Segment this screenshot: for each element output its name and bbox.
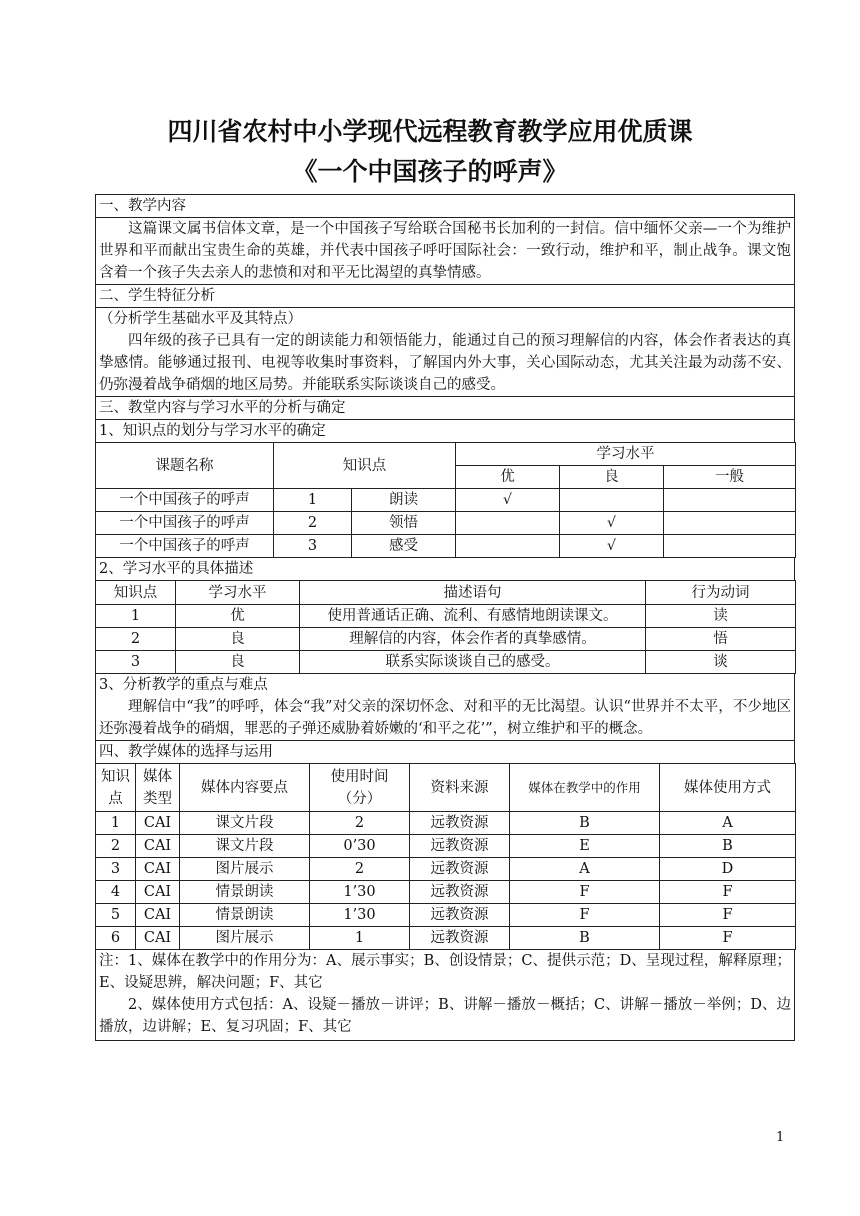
- header-level: 学习水平: [456, 443, 796, 466]
- cell-check-fair: [664, 535, 796, 558]
- subsection-heading: 1、知识点的划分与学习水平的确定: [96, 420, 795, 443]
- cell-desc: 理解信的内容，体会作者的真挚感情。: [300, 628, 646, 651]
- header-content: 媒体内容要点: [180, 764, 310, 812]
- cell-point: 5: [96, 904, 136, 927]
- cell-point: 1: [96, 605, 176, 628]
- cell-source: 远教资源: [410, 858, 510, 881]
- section-text: 理解信中“我”的呼呼，体会“我”对父亲的深切怀念、对和平的无比渴望。认识“世界并不太平，不少地区还弥漫着战争的硝烟，罪恶的子弹还威胁着娇嫩的‘和平之花’”，树立维护和平的概念。: [99, 699, 791, 737]
- cell-topic: 一个中国孩子的呼声: [96, 535, 274, 558]
- header-point: 知识点: [96, 581, 176, 605]
- cell-source: 远教资源: [410, 881, 510, 904]
- cell-point: 4: [96, 881, 136, 904]
- media-role-note: 注：1、媒体在教学中的作用分为：A、展示事实；B、创设情景；C、提供示范；D、呈现过程，解释原理；E、设疑思辨，解决问题；F、其它: [99, 953, 791, 991]
- cell-mode: B: [660, 835, 796, 858]
- section-heading: 三、教堂内容与学习水平的分析与确定: [96, 397, 795, 420]
- table-row: [96, 605, 796, 628]
- cell-type: CAI: [136, 881, 180, 904]
- table-row: [96, 904, 796, 927]
- page-number: 1: [776, 1130, 785, 1145]
- cell-point: 6: [96, 927, 136, 950]
- cell-check-good: √: [560, 535, 664, 558]
- cell-role: A: [510, 858, 660, 881]
- cell-desc: 使用普通话正确、流利、有感情地朗读课文。: [300, 605, 646, 628]
- cell-point: 2: [96, 628, 176, 651]
- cell-num: 2: [274, 512, 352, 535]
- section-text: 四年级的孩子已具有一定的朗读能力和领悟能力，能通过自己的预习理解信的内容，体会作者表达的真挚感情。能够通过报刊、电视等收集时事资料，了解国内外大事，关心国际动态，尤其关注最为动荡不安、仍弥漫着战争硝烟的地区局势。并能联系实际谈谈自己的感受。: [99, 333, 791, 393]
- cell-verb: 读: [646, 605, 796, 628]
- cell-check-fair: [664, 512, 796, 535]
- cell-num: 3: [274, 535, 352, 558]
- cell-point: 1: [96, 812, 136, 835]
- cell-check-excellent: [456, 512, 560, 535]
- cell-check-excellent: [456, 535, 560, 558]
- table-row: [96, 651, 796, 674]
- cell-source: 远教资源: [410, 812, 510, 835]
- header-source: 资料来源: [410, 764, 510, 812]
- cell-time: 2: [310, 858, 410, 881]
- cell-point: 3: [96, 651, 176, 674]
- header-level-fair: 一般: [664, 466, 796, 489]
- subsection-heading: 3、分析教学的重点与难点: [99, 677, 268, 693]
- cell-mode: F: [660, 927, 796, 950]
- cell-mode: F: [660, 904, 796, 927]
- cell-content: 情景朗读: [180, 904, 310, 927]
- table-row: [96, 628, 796, 651]
- cell-check-good: √: [560, 512, 664, 535]
- cell-level: 良: [176, 651, 300, 674]
- table-row: [96, 812, 796, 835]
- table-row: [96, 858, 796, 881]
- cell-role: B: [510, 812, 660, 835]
- cell-type: CAI: [136, 904, 180, 927]
- cell-point: 3: [96, 858, 136, 881]
- cell-level: 良: [176, 628, 300, 651]
- lesson-plan-form: [95, 194, 795, 1041]
- cell-time: 1’30: [310, 904, 410, 927]
- cell-source: 远教资源: [410, 835, 510, 858]
- cell-desc: 联系实际谈谈自己的感受。: [300, 651, 646, 674]
- header-time: 使用时间（分）: [310, 764, 410, 812]
- header-mode: 媒体使用方式: [660, 764, 796, 812]
- header-level-excellent: 优: [456, 466, 560, 489]
- cell-mode: A: [660, 812, 796, 835]
- cell-type: CAI: [136, 858, 180, 881]
- header-verb: 行为动词: [646, 581, 796, 605]
- header-point: 知识点: [96, 764, 136, 812]
- level-description-table: [95, 580, 796, 674]
- section-note: （分析学生基础水平及其特点）: [99, 311, 302, 327]
- section-content-table: [95, 194, 795, 443]
- table-row: [96, 535, 796, 558]
- cell-type: CAI: [136, 835, 180, 858]
- page-title: 四川省农村中小学现代远程教育教学应用优质课: [167, 117, 693, 146]
- cell-point: 感受: [352, 535, 456, 558]
- media-table: [95, 763, 796, 950]
- cell-time: 0’30: [310, 835, 410, 858]
- section-text: 这篇课文属书信体文章，是一个中国孩子写给联合国秘书长加利的一封信。信中缅怀父亲—一个为维护世界和平而献出宝贵生命的英雄，并代表中国孩子呼吁国际社会：一致行动，维护和平，制止战争。课文饱含着一个孩子失去亲人的悲愤和对和平无比渴望的真挚情感。: [99, 221, 791, 281]
- cell-role: E: [510, 835, 660, 858]
- cell-mode: D: [660, 858, 796, 881]
- header-level: 学习水平: [176, 581, 300, 605]
- cell-point: 领悟: [352, 512, 456, 535]
- cell-role: B: [510, 927, 660, 950]
- cell-content: 情景朗读: [180, 881, 310, 904]
- cell-source: 远教资源: [410, 927, 510, 950]
- notes-table: [95, 949, 795, 1041]
- header-type: 媒体类型: [136, 764, 180, 812]
- cell-verb: 悟: [646, 628, 796, 651]
- cell-content: 图片展示: [180, 858, 310, 881]
- cell-check-good: [560, 489, 664, 512]
- cell-check-excellent: √: [456, 489, 560, 512]
- cell-topic: 一个中国孩子的呼声: [96, 512, 274, 535]
- header-desc: 描述语句: [300, 581, 646, 605]
- lesson-title: 《一个中国孩子的呼声》: [292, 157, 568, 186]
- cell-point: 朗读: [352, 489, 456, 512]
- table-row: [96, 489, 796, 512]
- section-heading: 二、学生特征分析: [96, 285, 795, 308]
- subsection-heading: 2、学习水平的具体描述: [96, 558, 795, 581]
- cell-time: 1: [310, 927, 410, 950]
- section-heading: 一、教学内容: [96, 195, 795, 218]
- cell-role: F: [510, 904, 660, 927]
- header-point: 知识点: [274, 443, 456, 489]
- header-topic: 课题名称: [96, 443, 274, 489]
- header-level-good: 良: [560, 466, 664, 489]
- cell-point: 2: [96, 835, 136, 858]
- cell-content: 课文片段: [180, 812, 310, 835]
- cell-check-fair: [664, 489, 796, 512]
- subsection-table: [95, 557, 795, 581]
- cell-source: 远教资源: [410, 904, 510, 927]
- cell-time: 2: [310, 812, 410, 835]
- cell-verb: 谈: [646, 651, 796, 674]
- cell-type: CAI: [136, 812, 180, 835]
- table-row: [96, 881, 796, 904]
- media-mode-note: 2、媒体使用方式包括：A、设疑－播放－讲评；B、讲解－播放－概括；C、讲解－播放－举例；D、边播放，边讲解；E、复习巩固；F、其它: [99, 997, 791, 1035]
- cell-num: 1: [274, 489, 352, 512]
- cell-role: F: [510, 881, 660, 904]
- section-heading: 四、教学媒体的选择与运用: [96, 741, 795, 764]
- table-row: [96, 835, 796, 858]
- table-row: [96, 927, 796, 950]
- cell-content: 课文片段: [180, 835, 310, 858]
- cell-mode: F: [660, 881, 796, 904]
- knowledge-level-table: [95, 442, 796, 558]
- cell-content: 图片展示: [180, 927, 310, 950]
- cell-time: 1’30: [310, 881, 410, 904]
- cell-topic: 一个中国孩子的呼声: [96, 489, 274, 512]
- header-role: 媒体在教学中的作用: [510, 764, 660, 812]
- table-row: [96, 512, 796, 535]
- cell-type: CAI: [136, 927, 180, 950]
- cell-level: 优: [176, 605, 300, 628]
- section-content-table: [95, 673, 795, 764]
